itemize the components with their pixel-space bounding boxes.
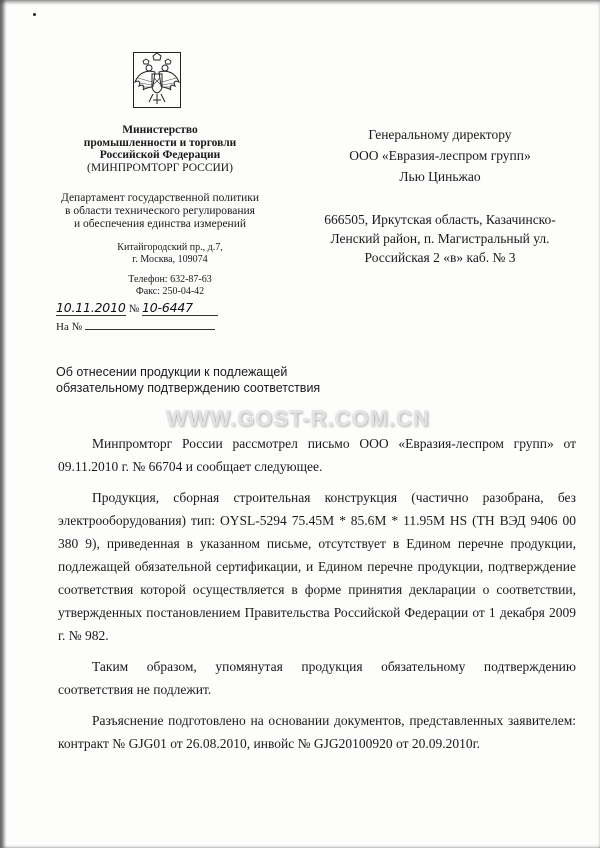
ministry-block (70, 124, 250, 174)
registration-number: 10-6447 (142, 300, 218, 316)
ministry-line: промышленности и торговли (83, 136, 237, 149)
department-line: Департамент государственной политики (60, 192, 260, 204)
letter-body (58, 432, 576, 763)
registration-line (56, 300, 218, 316)
watermark: WWW.GOST-R.COM.CN (166, 406, 430, 431)
address-line: г. Москва, 109074 (132, 253, 208, 265)
address-line: Китайгородский пр., д.7, (117, 242, 223, 253)
department-block (52, 192, 268, 231)
postal-line: Ленский район, п. Магистральный ул. (330, 231, 550, 246)
addressee-postal-address (300, 210, 580, 267)
body-paragraph: Продукция, сборная строительная конструкция (частично разобрана, без электрооборудования) тип: OYSL-5294 75.45M * 85.6M * 11.95M HS (ТН ВЭД 9406 00 380 9), приведенная в указанном письме, отсутствует в Едином перечне продукции, подлежащей обязательной сертификации, и Едином перечне продукции, подтверждение соответствия которой осуществляется в форме принятия декларации о соответствии, утвержденных постановлением Правительства Российской Федерации от 1 декабря 2009 г. № 982. (58, 490, 576, 643)
letter-subject (56, 364, 376, 396)
addressee-line: Генеральному директору (368, 127, 512, 142)
body-paragraph: Разъяснение подготовлено на основании документов, представленных заявителем: контракт № GJG01 от 26.08.2010, инвойс № GJG20100920 от 20.09.2010г. (58, 713, 576, 751)
addressee-line: ООО «Евразия-леспром групп» (349, 148, 531, 163)
reference-blank (85, 318, 215, 330)
department-line: в области технического регулирования (65, 205, 255, 217)
ministry-line: Российской Федерации (99, 149, 221, 161)
sender-address (100, 242, 240, 265)
ministry-line: Министерство (122, 124, 198, 136)
addressee-block (300, 124, 580, 187)
subject-line: обязательному подтверждению соответствия (56, 381, 321, 395)
subject-line: Об отнесении продукции к подлежащей (56, 365, 288, 379)
contact-block (100, 274, 240, 297)
postal-line: 666505, Иркутская область, Казачинско- (324, 212, 556, 227)
coat-of-arms-icon (133, 52, 181, 108)
addressee-line: Лью Циньжао (399, 169, 481, 184)
registration-number-label: № (128, 303, 140, 315)
phone-number: Телефон: 632-87-63 (128, 274, 212, 285)
body-paragraph: Минпромторг России рассмотрел письмо ООО «Евразия-леспром групп» от 09.11.2010 г. № 66704 и сообщает следующее. (58, 436, 576, 474)
scan-speck (33, 13, 36, 16)
fax-number: Факс: 250-04-42 (135, 285, 205, 297)
department-line: и обеспечения единства измерений (73, 218, 247, 230)
reference-line (56, 318, 215, 333)
reference-label: На № (56, 321, 83, 333)
body-paragraph: Таким образом, упомянутая продукция обязательному подтверждению соответствия не подлежит. (58, 659, 576, 697)
registration-date: 10.11.2010 (56, 300, 126, 315)
ministry-short-name: (МИНПРОМТОРГ РОССИИ) (87, 161, 233, 174)
postal-line: Российская 2 «в» каб. № 3 (364, 250, 516, 265)
